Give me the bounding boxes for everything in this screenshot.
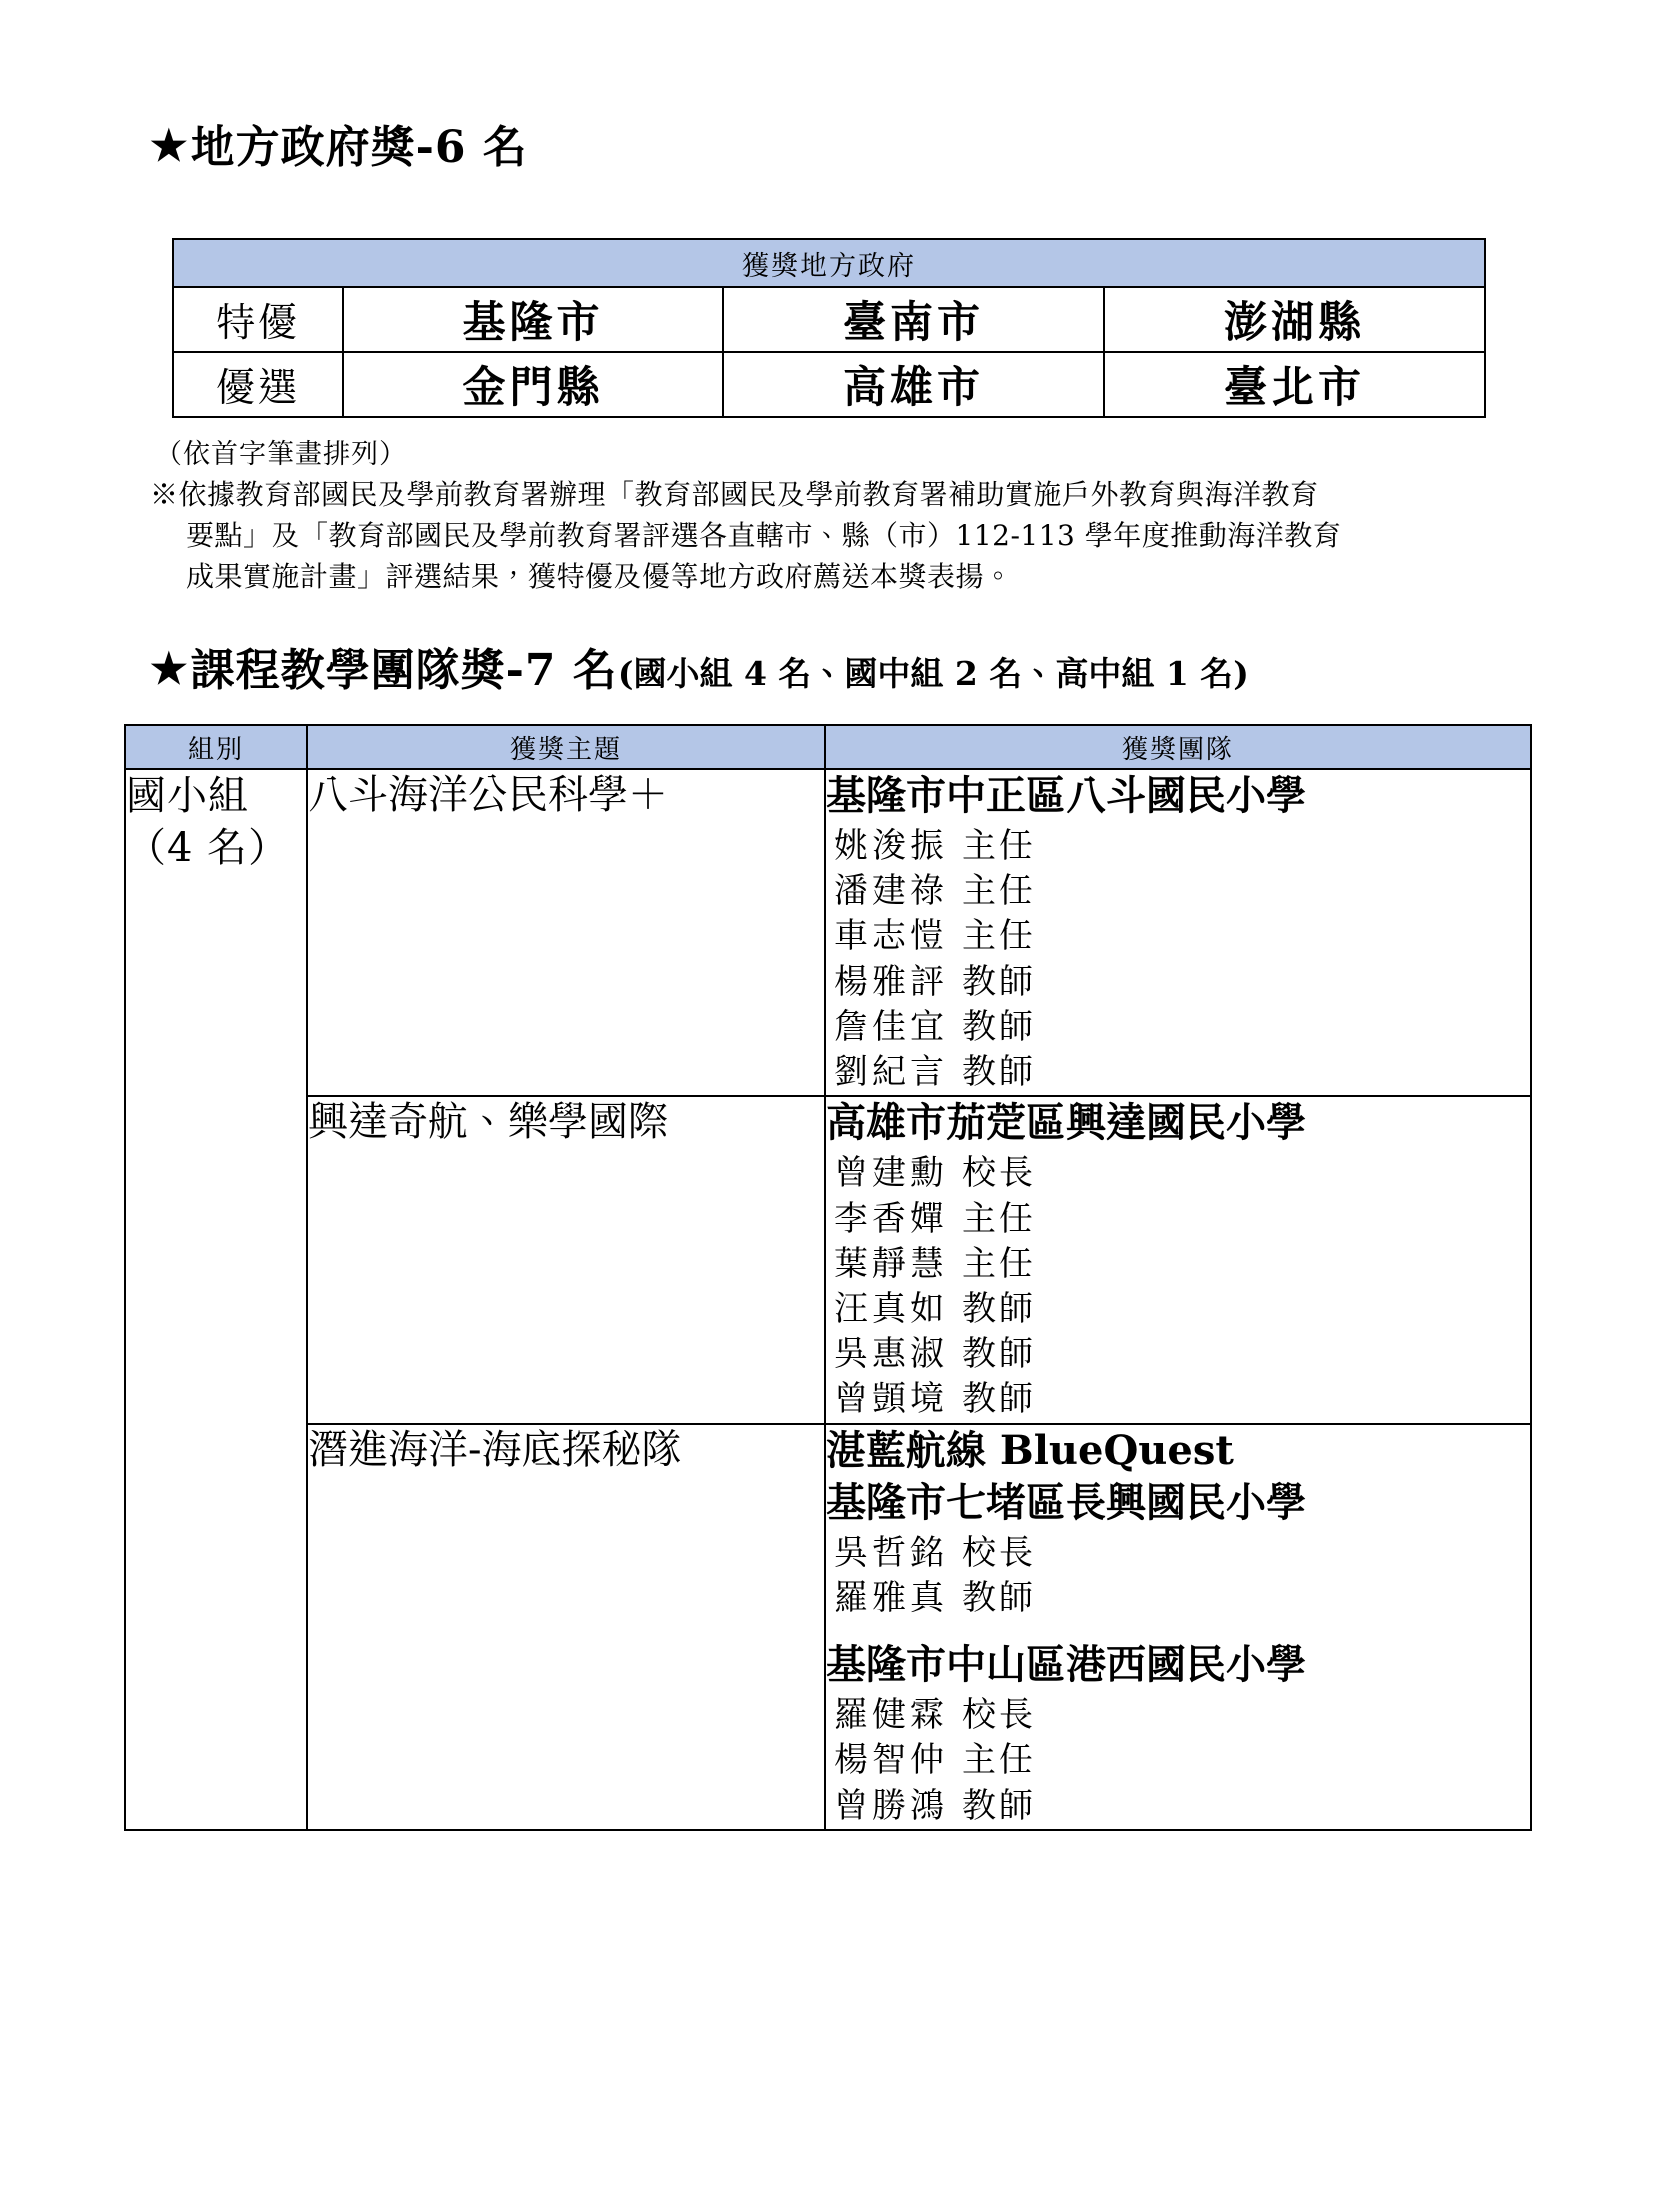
star-icon: ★ [150, 121, 189, 170]
member-row [826, 1005, 1530, 1050]
member-title: 主任 [962, 871, 1036, 912]
member-name: 潘建祿 [834, 871, 948, 912]
team-cell [825, 1424, 1531, 1830]
member-name: 曾顗境 [834, 1379, 948, 1420]
local-government-award-table [172, 238, 1486, 418]
member-name: 葉靜慧 [834, 1243, 948, 1284]
section-heading-team-text: 課程教學團隊獎-7 名 [190, 645, 618, 696]
member-row [826, 1242, 1530, 1287]
member-name: 楊智仲 [834, 1740, 948, 1781]
star-icon: ★ [150, 644, 189, 693]
member-name: 曾建勳 [834, 1153, 948, 1194]
city-cell: 金門縣 [343, 352, 723, 417]
footnote-line: 要點」及「教育部國民及學前教育署評選各直轄市、縣（市）112-113 學年度推動海洋教育 [186, 519, 1342, 553]
section-heading-team-subtext: (國小組 4 名、國中組 2 名、高中組 1 名) [617, 654, 1249, 693]
member-title: 教師 [962, 961, 1036, 1002]
member-row [826, 1197, 1530, 1242]
team-cell [825, 1096, 1531, 1423]
member-title: 教師 [962, 1577, 1036, 1618]
member-title: 教師 [962, 1288, 1036, 1329]
table-row [125, 1096, 1531, 1423]
member-name: 詹佳宜 [834, 1006, 948, 1047]
rank-label: 特優 [173, 287, 343, 352]
table-header-row [125, 725, 1531, 769]
member-name: 車志愷 [834, 916, 948, 957]
city-cell: 臺南市 [723, 287, 1104, 352]
member-title: 主任 [962, 1198, 1036, 1239]
member-title: 教師 [962, 1006, 1036, 1047]
school-name: 基隆市中正區八斗國民小學 [826, 772, 1306, 819]
city-cell: 基隆市 [343, 287, 723, 352]
topic-cell: 八斗海洋公民科學＋ [307, 769, 825, 1096]
member-row [826, 1151, 1530, 1196]
member-row [826, 824, 1530, 869]
member-title: 校長 [962, 1532, 1036, 1573]
footnote-line: 成果實施計畫」評選結果，獲特優及優等地方政府薦送本獎表揚。 [186, 560, 1013, 594]
member-row [826, 1377, 1530, 1422]
member-row [826, 1531, 1530, 1576]
rank-label: 優選 [173, 352, 343, 417]
curriculum-team-award-table [124, 724, 1532, 1831]
topic-cell: 興達奇航、樂學國際 [307, 1096, 825, 1423]
member-row [826, 869, 1530, 914]
group-cell [125, 769, 307, 1830]
member-list [826, 1531, 1530, 1621]
column-header-team: 獲獎團隊 [825, 725, 1531, 769]
table-header-row [173, 239, 1485, 287]
member-name: 羅健霖 [834, 1695, 948, 1736]
member-title: 主任 [962, 916, 1036, 957]
column-header-group: 組別 [125, 725, 307, 769]
group-label-line1: 國小組 [126, 773, 249, 819]
member-list [826, 1151, 1530, 1422]
member-name: 李香嬋 [834, 1198, 948, 1239]
member-title: 主任 [962, 1243, 1036, 1284]
member-row [826, 1287, 1530, 1332]
section-heading-local-government [150, 122, 528, 174]
spacer [826, 1621, 1530, 1639]
member-title: 教師 [962, 1052, 1036, 1093]
team-cell [825, 769, 1531, 1096]
school-name: 高雄市茄萣區興達國民小學 [826, 1099, 1306, 1147]
school-name: 基隆市中山區港西國民小學 [826, 1641, 1306, 1689]
table-row [125, 769, 1531, 1096]
member-list [826, 824, 1530, 1095]
member-title: 校長 [962, 1153, 1036, 1194]
school-name: 基隆市七堵區長興國民小學 [826, 1478, 1306, 1526]
member-title: 主任 [962, 826, 1036, 866]
member-name: 汪真如 [834, 1288, 948, 1329]
member-name: 劉紀言 [834, 1052, 948, 1093]
city-cell: 臺北市 [1104, 352, 1485, 417]
member-row [826, 960, 1530, 1005]
table-row [173, 287, 1485, 352]
footnote-line: ※依據教育部國民及學前教育署辦理「教育部國民及學前教育署補助實施戶外教育與海洋教育 [150, 478, 1319, 511]
topic-cell: 潛進海洋-海底探秘隊 [307, 1424, 825, 1830]
member-name: 羅雅真 [834, 1577, 948, 1618]
member-title: 教師 [962, 1785, 1036, 1826]
member-name: 吳哲銘 [834, 1532, 948, 1573]
column-header-topic: 獲獎主題 [307, 725, 825, 769]
local-table-header: 獲獎地方政府 [173, 239, 1485, 287]
member-row [826, 914, 1530, 959]
member-row [826, 1332, 1530, 1377]
member-name: 楊雅評 [834, 961, 948, 1002]
arrangement-note: （依首字筆畫排列） [155, 439, 407, 470]
table-row [125, 1424, 1531, 1830]
member-row [826, 1738, 1530, 1783]
member-title: 校長 [962, 1695, 1036, 1736]
member-row [826, 1784, 1530, 1829]
city-cell: 澎湖縣 [1104, 287, 1485, 352]
city-cell: 高雄市 [723, 352, 1104, 417]
member-name: 姚浚振 [834, 826, 948, 866]
member-list [826, 1693, 1530, 1829]
member-title: 教師 [962, 1379, 1036, 1420]
member-name: 曾勝鴻 [834, 1785, 948, 1826]
project-name: 湛藍航線 BlueQuest [826, 1426, 1234, 1474]
member-name: 吳惠淑 [834, 1334, 948, 1375]
member-title: 主任 [962, 1740, 1036, 1781]
section-heading-local-text: 地方政府獎-6 名 [190, 122, 528, 173]
footnote-block [150, 474, 1530, 597]
member-row [826, 1693, 1530, 1738]
section-heading-team-award [150, 645, 1249, 697]
member-row [826, 1050, 1530, 1095]
table-row [173, 352, 1485, 417]
member-row [826, 1576, 1530, 1621]
member-title: 教師 [962, 1334, 1036, 1375]
group-label-line2: （4 名） [126, 825, 290, 871]
